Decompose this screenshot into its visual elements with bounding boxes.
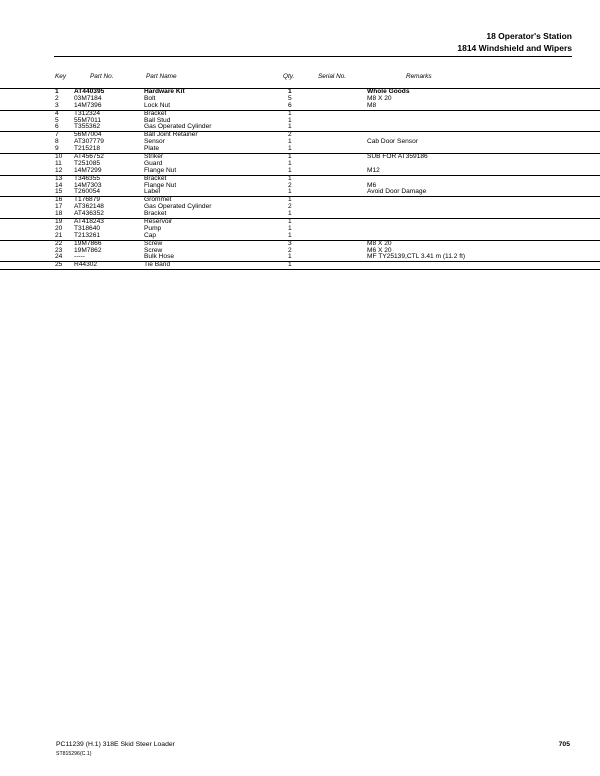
part-qty: 1 [288, 123, 292, 131]
part-name: Screw [144, 239, 163, 247]
column-part-name: Part Name [146, 73, 177, 80]
column-remarks: Remarks [406, 73, 432, 80]
table-row [0, 103, 600, 110]
part-name: Gas Operated Cylinder [144, 203, 212, 211]
part-name: Ball Joint Retainer [144, 131, 198, 139]
part-name: Flange Nut [144, 166, 177, 174]
part-qty: 2 [288, 131, 292, 139]
part-number: AT456752 [74, 153, 104, 161]
table-row [0, 211, 600, 218]
document-code: ST815296(C.1) [56, 751, 92, 757]
part-qty: 1 [288, 166, 292, 174]
part-name: Flange Nut [144, 181, 177, 189]
part-number: AT362148 [74, 203, 104, 211]
part-qty: 2 [288, 246, 292, 254]
part-remarks: M12 [367, 166, 380, 174]
part-qty: 3 [288, 239, 292, 247]
part-number: 14M7303 [74, 181, 102, 189]
part-key: 13 [55, 174, 63, 182]
part-key: 20 [55, 224, 63, 232]
part-key: 23 [55, 246, 63, 254]
part-key: 9 [55, 145, 59, 153]
part-key: 25 [55, 261, 63, 269]
part-name: Bracket [144, 109, 167, 117]
column-part-no: Part No. [90, 73, 114, 80]
part-number: T213261 [74, 231, 101, 239]
part-key: 19 [55, 218, 63, 226]
part-name: Lock Nut [144, 101, 171, 109]
part-key: 12 [55, 166, 63, 174]
part-remarks: M6 [367, 181, 377, 189]
part-key: 24 [55, 253, 63, 261]
part-qty: 1 [288, 88, 292, 95]
part-qty: 1 [288, 253, 292, 261]
part-qty: 6 [288, 101, 292, 109]
part-name: Pump [144, 224, 162, 232]
part-number: 14M7396 [74, 101, 102, 109]
part-name: Guard [144, 159, 163, 167]
part-number: 56M7004 [74, 131, 102, 139]
table-row [0, 168, 600, 175]
group-title: 1814 Windshield and Wipers [457, 43, 572, 53]
part-remarks: SUB FOR AT359186 [367, 153, 428, 161]
part-qty: 1 [288, 153, 292, 161]
part-number: AT307779 [74, 138, 104, 146]
part-name: Label [144, 188, 161, 196]
part-number: T260054 [74, 188, 101, 196]
part-qty: 2 [288, 203, 292, 211]
part-qty: 1 [288, 210, 292, 218]
column-header-row [0, 73, 600, 83]
part-number: T312324 [74, 109, 101, 117]
part-qty: 1 [288, 224, 292, 232]
header-rule [54, 56, 572, 57]
part-number: T251085 [74, 159, 101, 167]
part-qty: 1 [288, 188, 292, 196]
part-remarks: M8 X 20 [367, 239, 392, 247]
part-name: Reservoir [144, 218, 173, 226]
table-row [0, 254, 600, 261]
catalog-info: PC11239 (H.1) 318E Skid Steer Loader [56, 741, 175, 748]
page-number: 705 [558, 741, 570, 748]
part-remarks: MF TY25139,CTL 3.41 m (11.2 ft) [367, 253, 466, 261]
part-key: 14 [55, 181, 63, 189]
part-key: 4 [55, 109, 59, 117]
part-remarks: M6 X 20 [367, 246, 392, 254]
part-number: 19M7862 [74, 246, 102, 254]
part-name: Gas Operated Cylinder [144, 123, 212, 131]
part-qty: 1 [288, 138, 292, 146]
part-key: 8 [55, 138, 59, 146]
part-number: T176879 [74, 196, 101, 204]
part-number: T346355 [74, 174, 101, 182]
part-qty: 1 [288, 261, 292, 269]
part-key: 18 [55, 210, 63, 218]
part-name: Sensor [144, 138, 165, 146]
part-number: ----- [74, 253, 85, 261]
part-key: 22 [55, 239, 63, 247]
part-name: Bolt [144, 94, 156, 102]
part-key: 17 [55, 203, 63, 211]
table-row [0, 248, 600, 255]
part-qty: 1 [288, 196, 292, 204]
part-remarks: Cab Door Sensor [367, 138, 418, 146]
table-row [0, 261, 600, 270]
parts-table [0, 88, 600, 270]
part-qty: 1 [288, 145, 292, 153]
part-key: 6 [55, 123, 59, 131]
column-serial-no: Serial No. [318, 73, 347, 80]
part-key: 2 [55, 94, 59, 102]
part-key: 1 [55, 88, 59, 95]
part-number: AT436352 [74, 210, 104, 218]
part-key: 3 [55, 101, 59, 109]
part-name: Bracket [144, 174, 167, 182]
part-number: 03M7184 [74, 94, 102, 102]
part-number: 55M7011 [74, 116, 102, 124]
part-number: 14M7299 [74, 166, 102, 174]
part-name: Tie Band [144, 261, 171, 269]
part-number: T215218 [74, 145, 101, 153]
part-key: 21 [55, 231, 63, 239]
part-name: Screw [144, 246, 163, 254]
part-number: T355362 [74, 123, 101, 131]
part-key: 16 [55, 196, 63, 204]
table-row [0, 124, 600, 131]
part-qty: 1 [288, 218, 292, 226]
column-key: Key [55, 73, 67, 80]
part-name: Ball Stud [144, 116, 171, 124]
part-name: Hardware Kit [144, 88, 185, 95]
part-qty: 1 [288, 116, 292, 124]
part-remarks: Whole Goods [367, 88, 410, 95]
part-remarks: M8 [367, 101, 377, 109]
part-name: Striker [144, 153, 164, 161]
part-name: Bulk Hose [144, 253, 175, 261]
part-name: Grommet [144, 196, 172, 204]
part-number: AT440395 [74, 88, 105, 95]
part-remarks: Avoid Door Damage [367, 188, 427, 196]
part-remarks: M8 X 20 [367, 94, 392, 102]
part-number: R44302 [74, 261, 98, 269]
table-row [0, 233, 600, 240]
part-key: 15 [55, 188, 63, 196]
part-number: AT418243 [74, 218, 104, 226]
part-name: Plate [144, 145, 160, 153]
part-key: 10 [55, 153, 63, 161]
part-number: T318640 [74, 224, 101, 232]
table-row [0, 146, 600, 153]
part-qty: 1 [288, 174, 292, 182]
column-qty: Qty. [283, 73, 295, 80]
part-name: Cap [144, 231, 157, 239]
part-qty: 2 [288, 181, 292, 189]
table-row [0, 189, 600, 196]
part-qty: 1 [288, 231, 292, 239]
part-key: 5 [55, 116, 59, 124]
part-qty: 1 [288, 109, 292, 117]
part-key: 7 [55, 131, 59, 139]
part-name: Bracket [144, 210, 167, 218]
part-number: 19M7866 [74, 239, 102, 247]
part-qty: 1 [288, 159, 292, 167]
section-title: 18 Operator's Station [486, 31, 572, 41]
part-key: 11 [55, 159, 62, 167]
part-qty: 5 [288, 94, 292, 102]
